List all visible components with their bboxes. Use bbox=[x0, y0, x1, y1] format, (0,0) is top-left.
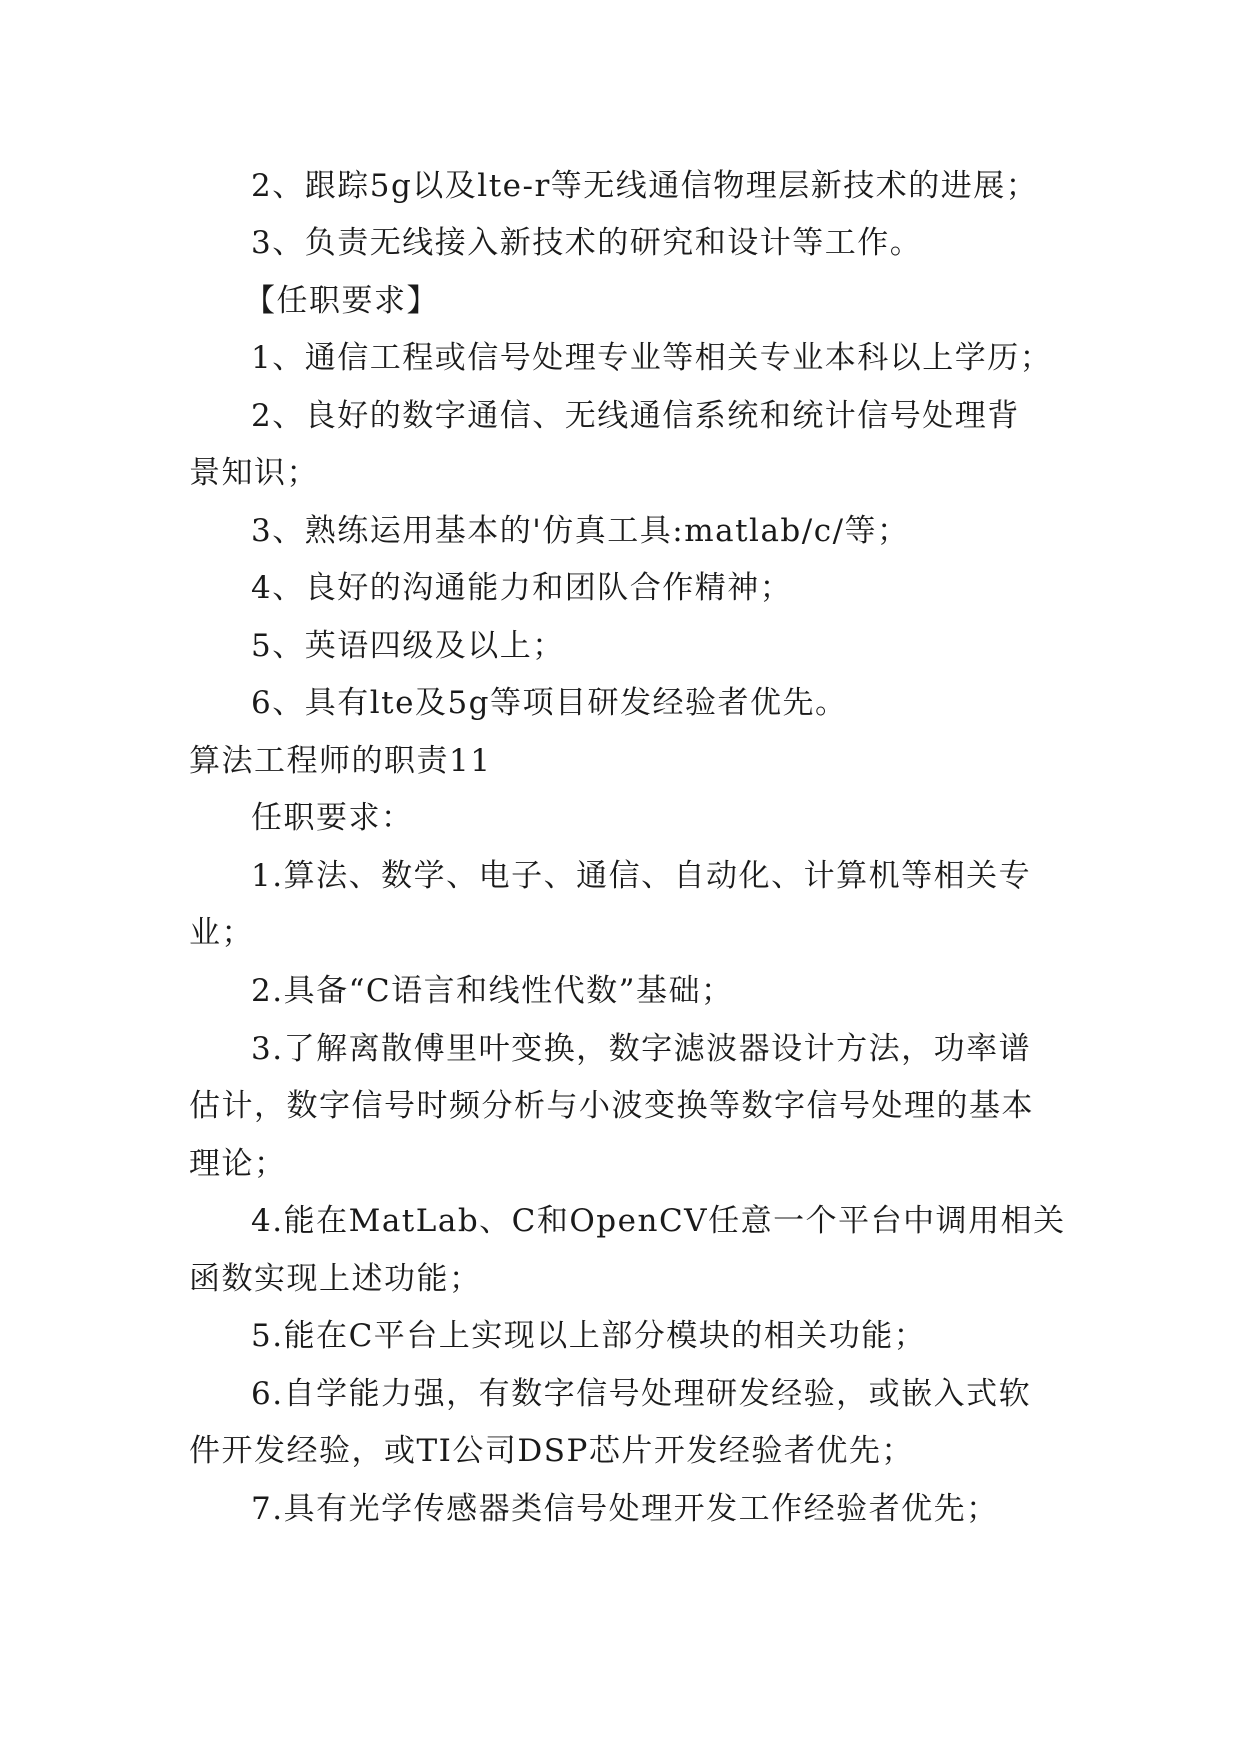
text-line: 3.了解离散傅里叶变换，数字滤波器设计方法，功率谱 bbox=[251, 1031, 1032, 1067]
text-line: 函数实现上述功能； bbox=[189, 1261, 482, 1297]
text-line: 1、通信工程或信号处理专业等相关专业本科以上学历； bbox=[251, 340, 1053, 376]
document-title: 算法工程师的职责11 bbox=[189, 743, 492, 779]
text-line: 7.具有光学传感器类信号处理开发工作经验者优先； bbox=[251, 1491, 999, 1527]
text-line: 理论； bbox=[189, 1146, 287, 1182]
text-line: 2.具备“C语言和线性代数”基础； bbox=[251, 973, 734, 1009]
text-line: 6、具有lte及5g等项目研发经验者优先。 bbox=[251, 685, 848, 721]
text-line: 2、跟踪5g以及lte-r等无线通信物理层新技术的进展； bbox=[251, 168, 1039, 204]
text-line: 1.算法、数学、电子、通信、自动化、计算机等相关专 bbox=[251, 858, 1032, 894]
text-line: 4.能在MatLab、C和OpenCV任意一个平台中调用相关 bbox=[251, 1203, 1066, 1239]
text-line: 3、负责无线接入新技术的研究和设计等工作。 bbox=[251, 225, 923, 261]
text-line: 景知识； bbox=[189, 455, 319, 491]
text-line: 4、良好的沟通能力和团队合作精神； bbox=[251, 570, 793, 606]
section-heading: 任职要求： bbox=[251, 800, 414, 836]
text-line: 件开发经验，或TI公司DSP芯片开发经验者优先； bbox=[189, 1433, 914, 1469]
text-line: 5、英语四级及以上； bbox=[251, 628, 565, 664]
text-line: 估计，数字信号时频分析与小波变换等数字信号处理的基本 bbox=[189, 1088, 1034, 1124]
text-line: 2、良好的数字通信、无线通信系统和统计信号处理背 bbox=[251, 398, 1020, 434]
text-line: 6.自学能力强，有数字信号处理研发经验，或嵌入式软 bbox=[251, 1376, 1032, 1412]
text-line: 3、熟练运用基本的'仿真工具:matlab/c/等； bbox=[251, 513, 910, 549]
section-heading: 【任职要求】 bbox=[244, 283, 439, 319]
text-line: 5.能在C平台上实现以上部分模块的相关功能； bbox=[251, 1318, 927, 1354]
text-line: 业； bbox=[189, 915, 254, 951]
